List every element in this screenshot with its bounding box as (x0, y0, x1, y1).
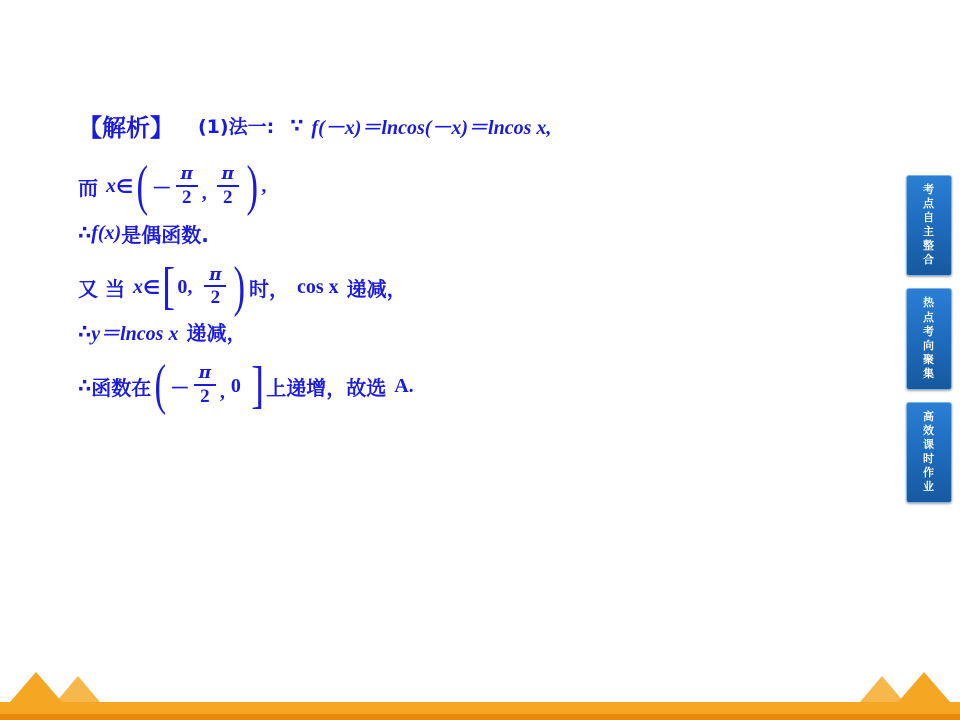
tab-char: 作 (923, 466, 935, 480)
line2-lead: 而 (78, 176, 98, 201)
line4-text-1: 时， (249, 277, 289, 301)
tab-char: 整 (923, 239, 935, 253)
line6-upper-bound: 0 (230, 374, 241, 397)
line5-text: 递减， (186, 321, 247, 346)
left-paren-icon: ( (136, 155, 149, 217)
line4-variable: x (132, 276, 143, 298)
tab-char: 业 (923, 480, 935, 494)
solution-body (78, 108, 878, 417)
tab-char: 效 (923, 424, 935, 438)
tab-char: 自 (923, 211, 935, 225)
fraction-numerator: π (221, 163, 234, 184)
line2-trailing: , (261, 175, 267, 198)
tab-char: 向 (923, 338, 935, 352)
solution-label: 【解析】 (78, 114, 174, 142)
part-label: (1)法一: (198, 116, 275, 138)
line6-text-2: 上递增，故选 (266, 375, 387, 400)
tab-char: 热 (923, 296, 935, 310)
tab-char: 主 (923, 225, 935, 239)
solution-line-6 (78, 354, 878, 417)
chevron-left-inner-decoration (56, 676, 100, 702)
fraction-numerator: π (209, 264, 222, 285)
therefore-icon: ∴ (78, 320, 92, 343)
line4-text-2: 递减， (346, 277, 407, 301)
tab-char: 聚 (923, 352, 935, 366)
solution-line-2 (78, 155, 878, 217)
side-tab-nav (906, 175, 950, 515)
interval-comma: , (201, 181, 207, 204)
line6-interval (151, 354, 266, 417)
line2-variable: x (106, 175, 116, 198)
tab-char: 时 (923, 452, 935, 466)
line2-lower-sign: － (151, 178, 172, 201)
solution-line-4 (78, 255, 878, 318)
therefore-icon: ∴ (78, 375, 92, 398)
tab-char: 点 (923, 310, 935, 324)
line2-lower-fraction (176, 163, 198, 208)
solution-line-5 (78, 317, 878, 346)
left-bracket-icon: [ (162, 258, 176, 316)
tab-key-points[interactable] (906, 175, 952, 276)
fraction-numerator: π (180, 163, 193, 184)
fraction-numerator: π (198, 363, 212, 384)
line6-lower-fraction (194, 365, 216, 407)
line4-lead: 又 当 (78, 277, 125, 301)
tab-homework[interactable] (906, 402, 952, 503)
tab-hot-topics[interactable] (906, 288, 952, 389)
fraction-denominator: 2 (222, 186, 233, 208)
tab-char: 点 (923, 197, 935, 211)
tab-char: 考 (923, 324, 935, 338)
chevron-right-outer-decoration (898, 672, 950, 702)
line5-expression: y＝lncos x (91, 323, 179, 346)
tab-char: 考 (923, 183, 935, 196)
fraction-denominator: 2 (181, 186, 192, 208)
line6-text-1: 函数在 (91, 375, 152, 400)
tab-char: 合 (923, 253, 935, 267)
right-paren-icon: ) (246, 155, 258, 217)
line4-interval (160, 255, 249, 318)
line2-interval (133, 155, 261, 217)
line4-lower-bound: 0, (177, 276, 193, 298)
footer-bar-accent (0, 714, 960, 720)
line3-text: 是偶函数. (121, 222, 209, 247)
right-bracket-icon: ] (251, 356, 265, 414)
solution-line-1 (78, 108, 878, 143)
solution-line-3 (78, 219, 878, 248)
element-of-icon: ∈ (142, 276, 161, 299)
fraction-denominator: 2 (200, 386, 210, 408)
line1-expression: f(－x)＝lncos(－x)＝lncos x, (311, 117, 552, 139)
right-paren-icon: ) (233, 255, 246, 318)
tab-char: 集 (923, 366, 935, 380)
line6-answer: A. (394, 374, 414, 397)
interval-comma: , (219, 381, 225, 404)
left-paren-icon: ( (154, 354, 167, 417)
line3-expression: f(x) (91, 221, 122, 244)
tab-char: 高 (923, 409, 935, 423)
element-of-icon: ∈ (116, 175, 134, 198)
line4-expression: cos x (297, 276, 339, 298)
because-icon: ∵ (290, 114, 304, 137)
chevron-left-outer-decoration (10, 672, 62, 702)
line2-upper-fraction (217, 163, 239, 208)
therefore-icon: ∴ (78, 222, 92, 245)
fraction-denominator: 2 (210, 287, 221, 309)
line4-upper-fraction (204, 264, 226, 309)
tab-char: 课 (923, 438, 935, 452)
line6-lower-sign: － (169, 377, 190, 400)
